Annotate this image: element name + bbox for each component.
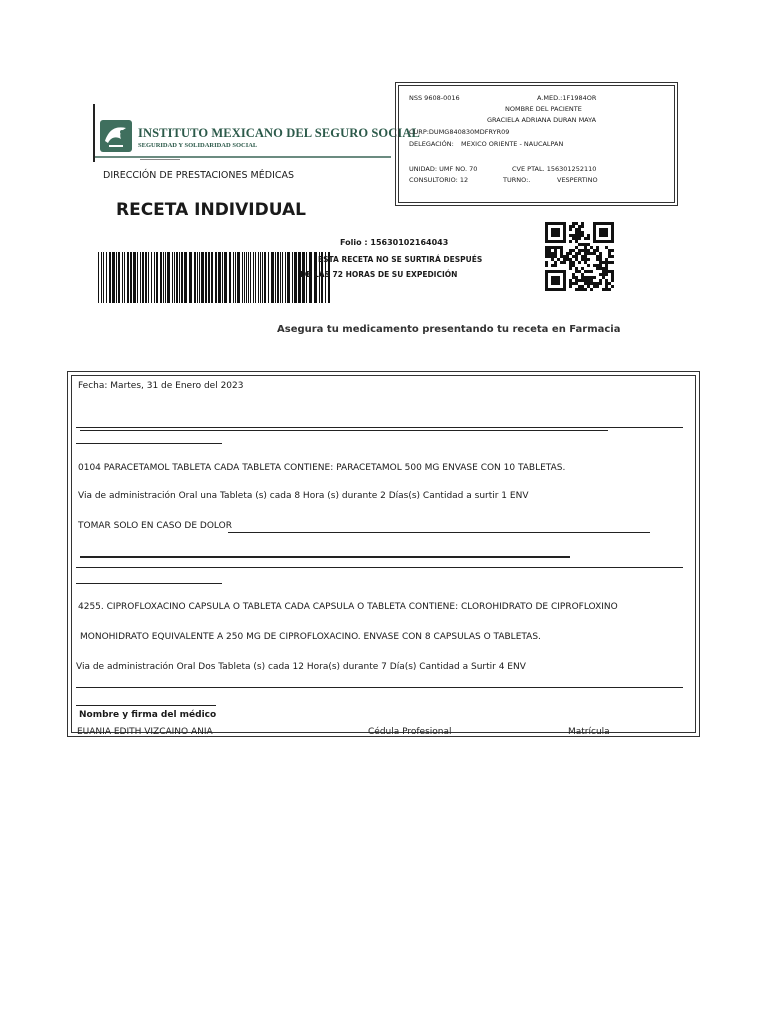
medication-2-description: 4255. CIPROFLOXACINO CAPSULA O TABLETA CADA CAPSULA O TABLETA CONTIENE: CLOROHIDRATO DE CIPROFLOXINO xyxy=(78,602,618,612)
patient-curp: CURP:DUMG840830MDFRYR09 xyxy=(409,128,510,136)
medication-1-dosage: Via de administración Oral una Tableta (s) cada 8 Hora (s) durante 2 Días(s) Cantidad a surtir 1 ENV xyxy=(78,491,529,501)
blank-line xyxy=(76,567,683,568)
patient-amed: A.MED.:1F1984OR xyxy=(537,94,597,102)
prescription-date: Fecha: Martes, 31 de Enero del 2023 xyxy=(78,381,244,391)
logo-stub-line xyxy=(140,159,180,160)
blank-line xyxy=(80,556,570,558)
doctor-name-cut: EUANIA EDITH VIZCAINO ANIA xyxy=(77,727,213,737)
patient-consultorio: CONSULTORIO: 12 xyxy=(409,176,469,184)
patient-turno-label: TURNO:. xyxy=(503,176,531,184)
medication-1-note: TOMAR SOLO EN CASO DE DOLOR xyxy=(78,521,232,531)
prescription-box xyxy=(67,371,700,737)
signature-line xyxy=(76,705,216,706)
medication-1-description: 0104 PARACETAMOL TABLETA CADA TABLETA CONTIENE: PARACETAMOL 500 MG ENVASE CON 10 TABLETAS. xyxy=(78,463,566,473)
logo-vertical-bar xyxy=(93,104,95,162)
expiry-warning-line2: DE LAS 72 HORAS DE SU EXPEDICIÓN xyxy=(300,270,458,279)
pharmacy-notice: Asegura tu medicamento presentando tu receta en Farmacia xyxy=(277,324,621,335)
patient-name: GRACIELA ADRIANA DURAN MAYA xyxy=(487,116,597,124)
patient-delegacion-label: DELEGACIÓN: xyxy=(409,140,454,148)
matricula-label-cut: Matrícula xyxy=(568,727,610,737)
expiry-warning-line1: ESTA RECETA NO SE SURTIRÁ DESPUÉS xyxy=(318,255,483,264)
barcode xyxy=(97,252,331,303)
patient-cve-ptal: CVE PTAL. 156301252110 xyxy=(512,165,597,173)
patient-name-label: NOMBRE DEL PACIENTE xyxy=(505,105,582,113)
blank-line-short xyxy=(76,443,222,444)
patient-turno: VESPERTINO xyxy=(557,176,598,184)
signature-label: Nombre y firma del médico xyxy=(79,710,217,720)
blank-line xyxy=(76,427,683,428)
blank-line-short xyxy=(76,583,222,584)
blank-line xyxy=(228,532,650,533)
medication-2-dosage: Via de administración Oral Dos Tableta (s) cada 12 Hora(s) durante 7 Día(s) Cantidad a Surtir 4 ENV xyxy=(76,662,526,672)
document-title: RECETA INDIVIDUAL xyxy=(116,200,306,220)
folio-number: Folio : 15630102164043 xyxy=(340,238,449,247)
qr-code-icon xyxy=(545,222,614,291)
patient-delegacion: MEXICO ORIENTE - NAUCALPAN xyxy=(461,140,564,148)
medication-2-description-cont: MONOHIDRATO EQUIVALENTE A 250 MG DE CIPROFLOXACINO. ENVASE CON 8 CAPSULAS O TABLETAS. xyxy=(80,632,541,642)
blank-line xyxy=(76,687,683,688)
department-name: DIRECCIÓN DE PRESTACIONES MÉDICAS xyxy=(103,170,295,181)
patient-nss: NSS 9608-0016 xyxy=(409,94,460,102)
institution-subtitle: SEGURIDAD Y SOLIDARIDAD SOCIAL xyxy=(138,142,258,149)
cedula-label-cut: Cédula Profesional xyxy=(368,727,452,737)
logo-divider xyxy=(95,156,391,158)
imss-logo-icon xyxy=(99,119,133,153)
institution-name: INSTITUTO MEXICANO DEL SEGURO SOCIAL xyxy=(138,126,420,140)
blank-line xyxy=(80,430,608,431)
patient-unidad: UNIDAD: UMF NO. 70 xyxy=(409,165,478,173)
patient-info-box xyxy=(395,82,678,206)
